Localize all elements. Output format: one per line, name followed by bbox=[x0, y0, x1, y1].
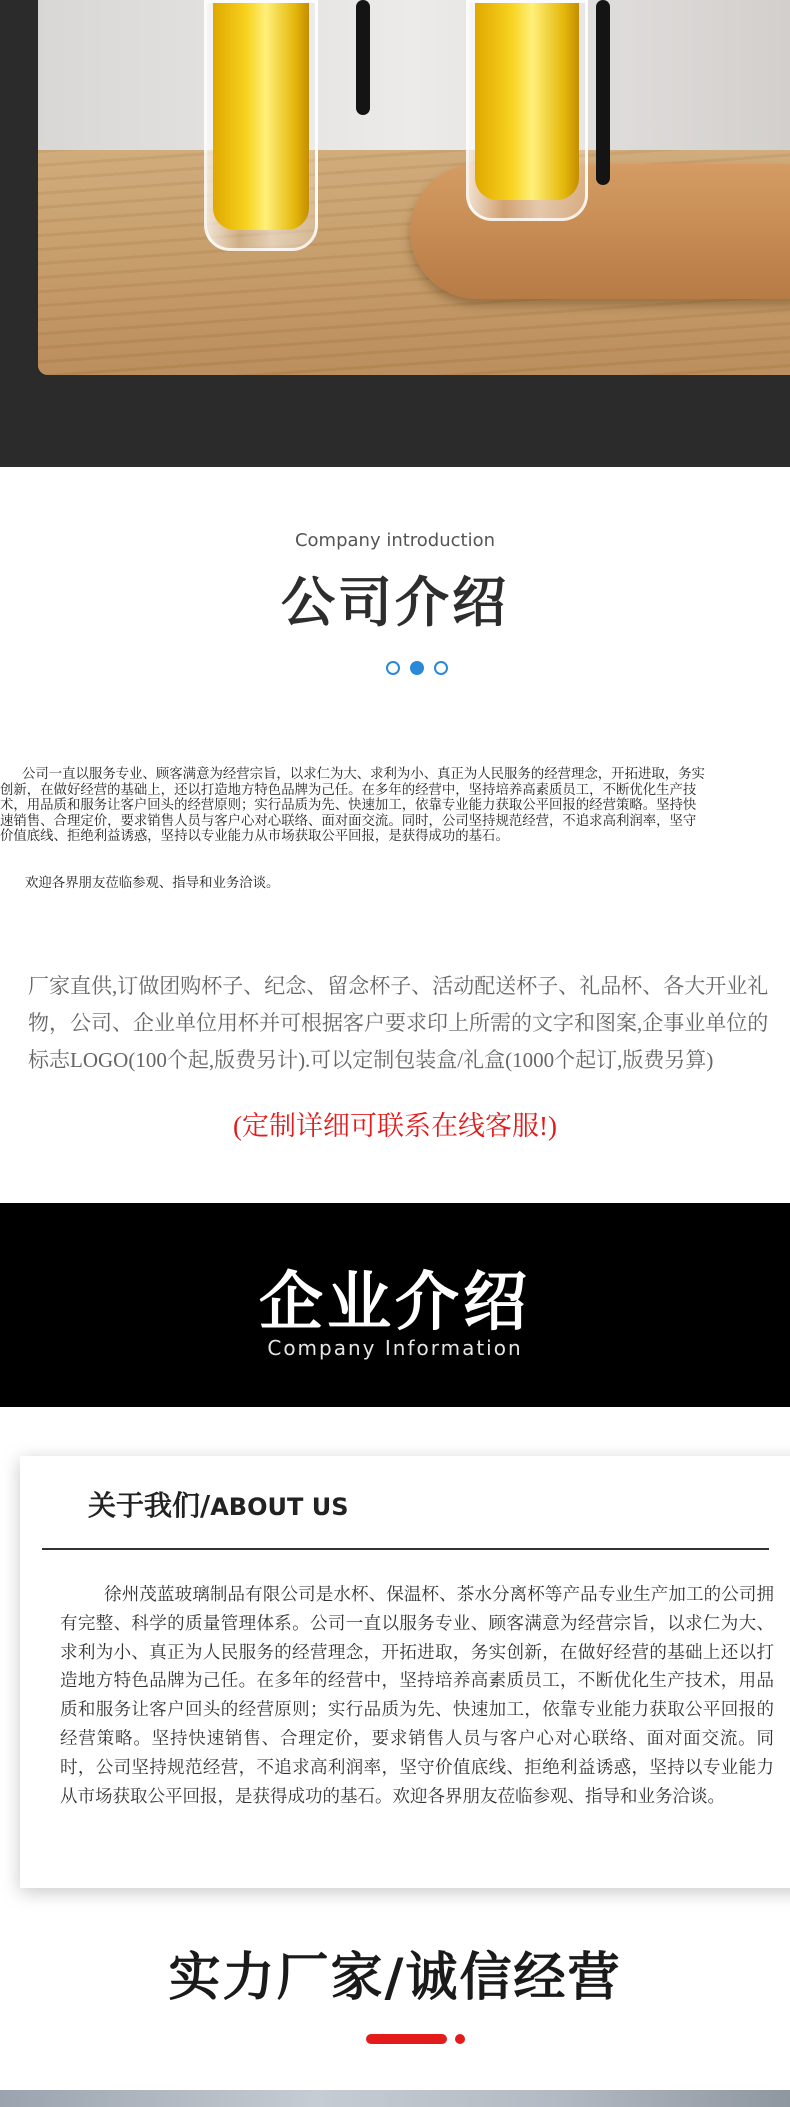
customization-description bbox=[28, 968, 790, 1079]
intro-line: 速销售、合理定价，要求销售人员与客户心对心联络、面对面交流。同时，公司坚持规范经营，不追求高利润率，坚守 bbox=[0, 812, 697, 828]
customization-line: 物，公司、企业单位用杯并可根据客户要求印上所需的文字和图案,企事业单位的 bbox=[28, 1011, 769, 1035]
about-us-body bbox=[60, 1580, 774, 1810]
product-photo-band bbox=[0, 0, 790, 467]
welcome-text: 欢迎各界朋友莅临参观、指导和业务洽谈。 bbox=[25, 875, 280, 890]
bottle-strap-right bbox=[596, 0, 610, 185]
customization-contact-note: (定制详细可联系在线客服!) bbox=[233, 1111, 557, 1141]
about-us-body-text: 徐州茂蓝玻璃制品有限公司是水杯、保温杯、茶水分离杯等产品专业生产加工的公司拥有完整、科学的质量管理体系。公司一直以服务专业、顾客满意为经营宗旨，以求仁为大、求利为小、真正为人民服务的经营理念，开拓进取，务实创新，在做好经营的基础上还以打造地方特色品牌为己任。在多年的经营中，坚持培养高素质员工，不断优化生产技术，用品质和服务让客户回头的经营原则；实行品质为先、快速加工，依靠专业能力获取公平回报的经营策略。坚持快速销售、合理定价，要求销售人员与客户心对心联络、面对面交流。同时，公司坚持规范经营，不追求高利润率，坚守价值底线、拒绝利益诱惑，坚持以专业能力从市场获取公平回报，是获得成功的基石。欢迎各界朋友莅临参观、指导和业务洽谈。 bbox=[60, 1584, 774, 1806]
pager-dot[interactable] bbox=[434, 661, 448, 675]
customization-line: 标志LOGO(100个起,版费另计).可以定制包装盒/礼盒(1000个起订,版费另算) bbox=[28, 1048, 714, 1072]
product-photo bbox=[38, 0, 790, 375]
pager-dot-active[interactable] bbox=[410, 661, 424, 675]
enterprise-banner bbox=[0, 1203, 790, 1407]
company-intro-heading: 公司介绍 bbox=[281, 571, 509, 634]
about-us-title-en: ABOUT US bbox=[210, 1493, 349, 1521]
about-us-title-zh: 关于我们/ bbox=[88, 1489, 211, 1522]
heading-underline-dot bbox=[455, 2034, 465, 2044]
strength-heading: 实力厂家/诚信经营 bbox=[168, 1948, 622, 2008]
company-intro-paragraph bbox=[0, 766, 790, 844]
heading-underline-dash bbox=[366, 2034, 447, 2044]
pager-dots bbox=[386, 661, 448, 675]
factory-photo-top-edge bbox=[0, 2090, 790, 2107]
customization-line: 厂家直供,订做团购杯子、纪念、留念杯子、活动配送杯子、礼品杯、各大开业礼 bbox=[28, 974, 769, 998]
about-us-divider bbox=[42, 1548, 769, 1550]
bottle-strap-left bbox=[356, 0, 370, 115]
enterprise-banner-subheading: Company Information bbox=[267, 1336, 523, 1360]
photo-background-wall bbox=[38, 0, 790, 175]
glass-bottle-right bbox=[466, 0, 588, 221]
tea-liquid-left bbox=[213, 3, 309, 230]
intro-line: 术，用品质和服务让客户回头的经营原则；实行品质为先、快速加工，依靠专业能力获取公平回报的经营策略。坚持快 bbox=[0, 797, 697, 812]
glass-bottle-left bbox=[204, 0, 318, 251]
about-us-card bbox=[20, 1456, 790, 1888]
pager-dot[interactable] bbox=[386, 661, 400, 675]
intro-line: 价值底线、拒绝利益诱惑，坚持以专业能力从市场获取公平回报，是获得成功的基石。 bbox=[0, 828, 509, 843]
company-intro-heading-en: Company introduction bbox=[294, 530, 496, 551]
about-us-title bbox=[88, 1484, 349, 1524]
intro-line: 创新，在做好经营的基础上，还以打造地方特色品牌为己任。在多年的经营中，坚持培养高素质员工，不断优化生产技 bbox=[0, 781, 697, 797]
tea-liquid-right bbox=[475, 3, 579, 200]
enterprise-banner-heading: 企业介绍 bbox=[259, 1266, 531, 1340]
intro-line: 公司一直以服务专业、顾客满意为经营宗旨，以求仁为大、求利为小、真正为人民服务的经营理念，开拓进取，务实 bbox=[22, 766, 705, 781]
